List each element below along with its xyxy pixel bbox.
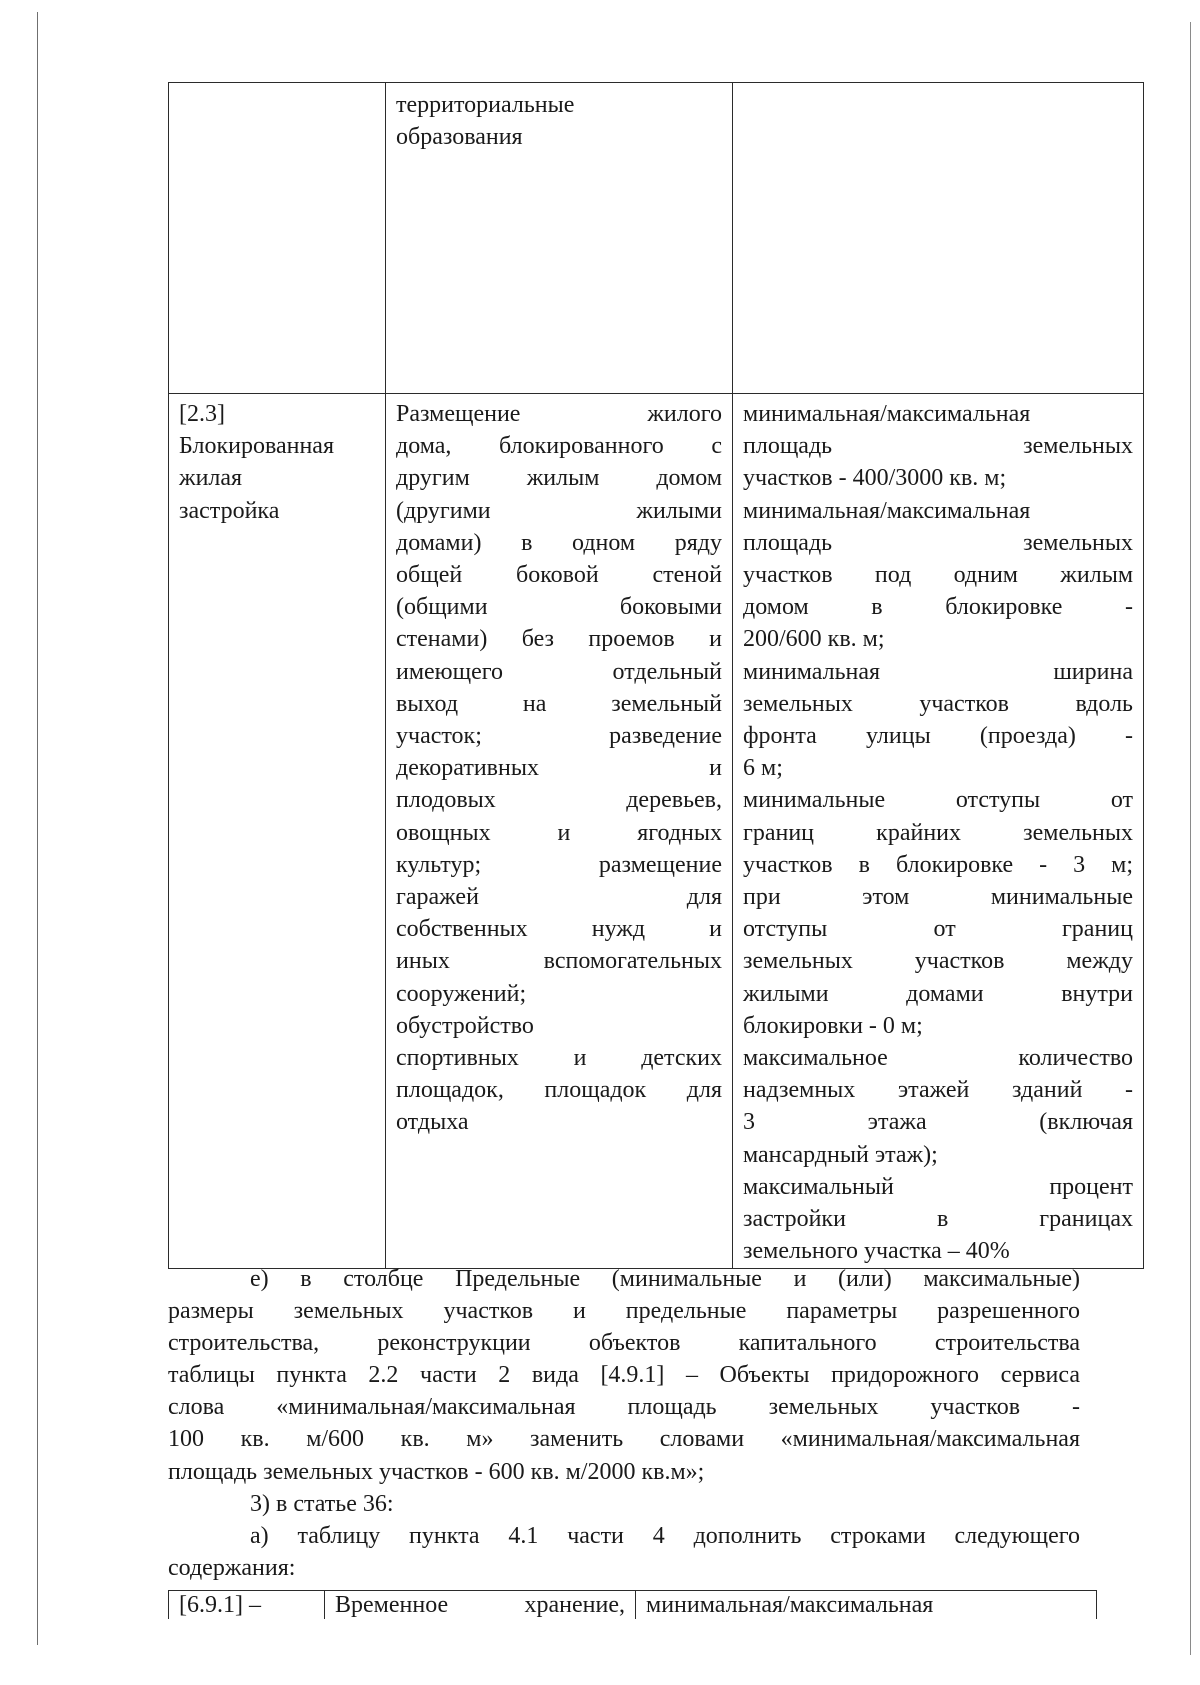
text-line: минимальная ширина (743, 658, 1133, 685)
text-line: (другими жилыми (396, 497, 722, 524)
text-line: 3 этажа (включая (743, 1109, 1133, 1136)
text-line: декоративных и (396, 755, 722, 782)
text-line: образования (396, 124, 523, 151)
paragraph-e-line: слова «минимальная/максимальная площадь земельных участков - (168, 1394, 1080, 1421)
table-cell-description (386, 83, 733, 394)
table-cell-code (169, 394, 386, 1269)
paragraph-a-line: содержания: (168, 1554, 296, 1581)
table-cell-description (386, 394, 733, 1269)
table-row (169, 1591, 1097, 1620)
table-row (169, 394, 1144, 1269)
text-line: при этом минимальные (743, 884, 1133, 911)
text-line: (общими боковыми (396, 594, 722, 621)
text-line: Временное хранение, (335, 1592, 625, 1618)
text-line: максимальное количество (743, 1045, 1133, 1072)
text-line: минимальные отступы от (743, 787, 1133, 814)
table-cell-parameters (733, 394, 1144, 1269)
text-line: земельных участков вдоль (743, 690, 1133, 717)
text-line: площадь земельных (743, 433, 1133, 460)
table-cell-code: [6.9.1] – (169, 1591, 325, 1620)
text-line: земельного участка – 40% (743, 1238, 1010, 1265)
text-line: гаражей для (396, 884, 722, 911)
table-cell-description (325, 1591, 636, 1620)
text-line: участков - 400/3000 кв. м; (743, 465, 1007, 492)
text-line: площадь земельных (743, 529, 1133, 556)
text-line: плодовых деревьев, (396, 787, 722, 814)
page-right-edge (1190, 22, 1191, 1655)
text-line: домом в блокировке - (743, 594, 1133, 621)
text-line: мансардный этаж); (743, 1141, 938, 1168)
text-line: участков в блокировке - 3 м; (743, 851, 1133, 878)
table-cell-parameters: минимальная/максимальная (636, 1591, 1097, 1620)
text-line: участков под одним жилым (743, 562, 1133, 589)
new-rows-table (168, 1590, 1097, 1619)
text-line: отдыха (396, 1109, 469, 1136)
text-line: стенами) без проемов и (396, 626, 722, 653)
text-line: другим жилым домом (396, 465, 722, 492)
text-line: участок; разведение (396, 723, 722, 750)
text-line: застройка (179, 497, 280, 524)
text-line: сооружений; (396, 980, 527, 1007)
paragraph-e-line: е) в столбце Предельные (минимальные и (или) максимальные) (250, 1266, 1080, 1292)
text-line: имеющего отдельный (396, 658, 722, 685)
text-line: площадок, площадок для (396, 1077, 722, 1104)
paragraph-e-line: размеры земельных участков и предельные параметры разрешенного (168, 1298, 1080, 1325)
text-line: спортивных и детских (396, 1045, 722, 1072)
text-line: жилыми домами внутри (743, 980, 1133, 1007)
text-line: территориальные (396, 92, 575, 118)
text-line: собственных нужд и (396, 916, 722, 943)
text-line: домами) в одном ряду (396, 529, 722, 556)
text-line: минимальная/максимальная (743, 497, 1031, 524)
text-line: Размещение жилого (396, 401, 722, 427)
text-line: жилая (179, 465, 243, 492)
text-line: минимальная/максимальная (743, 401, 1031, 427)
text-line: [2.3] (179, 401, 225, 427)
text-line: овощных и ягодных (396, 819, 722, 846)
table-cell-parameters (733, 83, 1144, 394)
text-line: обустройство (396, 1012, 534, 1039)
text-line: отступы от границ (743, 916, 1133, 943)
text-line: 6 м; (743, 755, 783, 782)
text-line: застройки в границах (743, 1206, 1133, 1233)
table-cell-code (169, 83, 386, 394)
text-line: надземных этажей зданий - (743, 1077, 1133, 1104)
paragraph-e-line: таблицы пункта 2.2 части 2 вида [4.9.1] – Объекты придорожного сервиса (168, 1362, 1080, 1389)
text-line: Блокированная (179, 433, 334, 460)
text-line: 200/600 кв. м; (743, 626, 885, 653)
table-row (169, 83, 1144, 394)
text-line: культур; размещение (396, 851, 722, 878)
text-line: максимальный процент (743, 1173, 1133, 1200)
paragraph-a-line: а) таблицу пункта 4.1 части 4 дополнить строками следующего (250, 1522, 1080, 1549)
paragraph-e-line: 100 кв. м/600 кв. м» заменить словами «минимальная/максимальная (168, 1426, 1080, 1453)
text-line: выход на земельный (396, 690, 722, 717)
zoning-table-continuation (168, 82, 1144, 1269)
paragraph-e-line: строительства, реконструкции объектов капитального строительства (168, 1330, 1080, 1357)
amendment-text (168, 1263, 1080, 1584)
text-line: земельных участков между (743, 948, 1133, 975)
page-left-edge (37, 12, 38, 1645)
text-line: общей боковой стеной (396, 562, 722, 589)
text-line: дома, блокированного с (396, 433, 722, 460)
text-line: иных вспомогательных (396, 948, 722, 975)
text-line: границ крайних земельных (743, 819, 1133, 846)
text-line: фронта улицы (проезда) - (743, 723, 1133, 750)
text-line: блокировки - 0 м; (743, 1012, 923, 1039)
item-3-heading: 3) в статье 36: (250, 1490, 394, 1517)
paragraph-e-line: площадь земельных участков - 600 кв. м/2000 кв.м»; (168, 1458, 705, 1485)
